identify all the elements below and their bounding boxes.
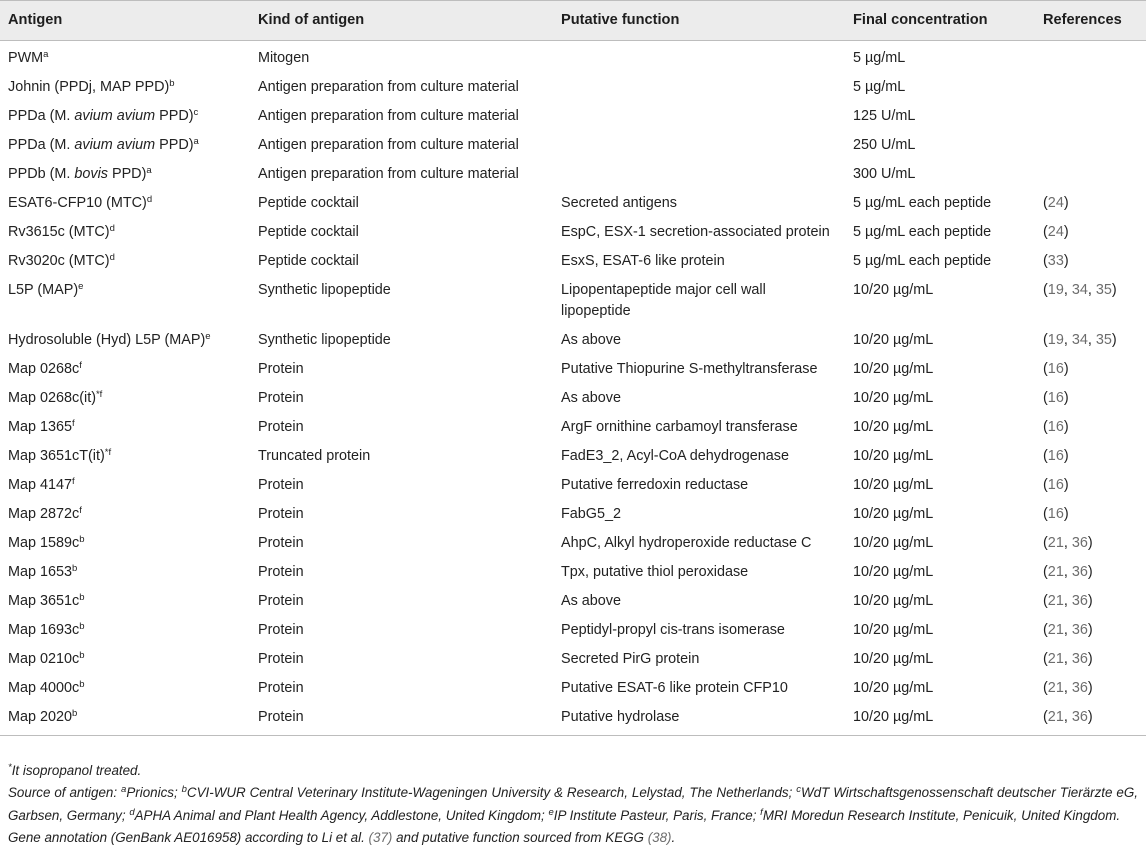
antigen-name: Map 0210c bbox=[8, 651, 80, 667]
source-footnote-text: WdT Wirtschaftsgenossenschaft deutscher Tierärzte eG, Garbsen, Germany; bbox=[8, 785, 1138, 823]
cell-kind-of-antigen: Synthetic lipopeptide bbox=[258, 282, 391, 298]
table-row bbox=[0, 471, 1146, 500]
cell-references[interactable]: (24) bbox=[1043, 224, 1069, 240]
cell-kind-of-antigen: Protein bbox=[258, 535, 304, 551]
cell-putative-function bbox=[553, 41, 845, 74]
antigen-footnote-mark: b bbox=[79, 621, 85, 632]
cell-final-concentration: 10/20 µg/mL bbox=[853, 448, 934, 464]
antigen-name-suffix: PPD) bbox=[155, 137, 194, 153]
cell-final-concentration: 10/20 µg/mL bbox=[853, 282, 934, 298]
cell-antigen bbox=[0, 326, 250, 355]
cell-putative-function bbox=[553, 131, 845, 160]
gene-annotation-period: . bbox=[671, 829, 676, 845]
antigen-name: PWM bbox=[8, 50, 44, 66]
cell-references[interactable]: (16) bbox=[1043, 419, 1069, 435]
source-footnote-mark: f bbox=[760, 806, 763, 818]
cell-antigen bbox=[0, 189, 250, 218]
table-row bbox=[0, 529, 1146, 558]
cell-putative-function: EspC, ESX-1 secretion-associated protein bbox=[561, 224, 830, 240]
cell-kind-of-antigen: Protein bbox=[258, 390, 304, 406]
header-kind-of-antigen: Kind of antigen bbox=[250, 1, 553, 41]
table-row bbox=[0, 326, 1146, 355]
cell-putative-function: As above bbox=[561, 593, 622, 609]
antigen-name: Map 3651cT(it) bbox=[8, 448, 105, 464]
table-row bbox=[0, 587, 1146, 616]
table-row bbox=[0, 247, 1146, 276]
antigen-name: Hydrosoluble (Hyd) L5P (MAP) bbox=[8, 332, 206, 348]
antigen-name: Map 4000c bbox=[8, 680, 80, 696]
antigen-name: L5P (MAP) bbox=[8, 282, 79, 298]
source-footnote-mark: e bbox=[548, 806, 554, 818]
cell-final-concentration: 10/20 µg/mL bbox=[853, 419, 934, 435]
gene-annotation-text: Gene annotation (GenBank AE016958) according to Li et al. bbox=[8, 829, 369, 845]
cell-final-concentration: 10/20 µg/mL bbox=[853, 477, 934, 493]
cell-final-concentration: 10/20 µg/mL bbox=[853, 332, 934, 348]
antigen-footnote-mark: b bbox=[79, 592, 85, 603]
antigen-footnote-mark: *f bbox=[95, 389, 103, 400]
table-row bbox=[0, 73, 1146, 102]
cell-antigen bbox=[0, 442, 250, 471]
cell-kind-of-antigen: Protein bbox=[250, 703, 553, 736]
cell-putative-function: FabG5_2 bbox=[561, 506, 622, 522]
source-footnote-text: CVI-WUR Central Veterinary Institute-Wageningen University & Research, Lelystad, The Netherlands; bbox=[186, 785, 797, 801]
header-final-concentration: Final concentration bbox=[845, 1, 1035, 41]
table-footnotes bbox=[8, 760, 1138, 849]
table-header-row bbox=[0, 1, 1146, 41]
cell-antigen bbox=[0, 471, 250, 500]
cell-antigen bbox=[0, 413, 250, 442]
cell-final-concentration: 5 µg/mL each peptide bbox=[853, 224, 992, 240]
cell-antigen bbox=[0, 703, 250, 736]
cell-kind-of-antigen: Protein bbox=[258, 651, 304, 667]
cell-references[interactable] bbox=[1035, 73, 1146, 102]
cell-kind-of-antigen: Truncated protein bbox=[258, 448, 371, 464]
footnote-asterisk bbox=[8, 760, 1138, 782]
antigen-name: Map 1589c bbox=[8, 535, 80, 551]
cell-final-concentration: 10/20 µg/mL bbox=[853, 593, 934, 609]
footnote-gene-annotation bbox=[8, 827, 1138, 849]
antigen-name: Rv3020c (MTC) bbox=[8, 253, 110, 269]
cell-final-concentration: 10/20 µg/mL bbox=[853, 535, 934, 551]
cell-antigen bbox=[0, 645, 250, 674]
table-row bbox=[0, 102, 1146, 131]
cell-final-concentration: 5 µg/mL each peptide bbox=[853, 253, 992, 269]
kegg-ref-link[interactable]: (38) bbox=[647, 829, 672, 845]
table-row bbox=[0, 558, 1146, 587]
cell-final-concentration: 10/20 µg/mL bbox=[853, 361, 934, 377]
cell-kind-of-antigen: Protein bbox=[258, 361, 304, 377]
antigen-name: Map 1653 bbox=[8, 564, 73, 580]
antigen-name: Map 2020 bbox=[8, 709, 73, 725]
source-footnote-mark: d bbox=[129, 806, 135, 818]
table-body bbox=[0, 41, 1146, 736]
antigen-footnote-mark: b bbox=[79, 650, 85, 661]
table-row bbox=[0, 384, 1146, 413]
cell-kind-of-antigen: Protein bbox=[258, 477, 304, 493]
footnote-source-label: Source of antigen: bbox=[8, 785, 122, 801]
source-footnote-text: IP Institute Pasteur, Paris, France; bbox=[553, 807, 761, 823]
antigen-footnote-mark: a bbox=[43, 49, 49, 60]
cell-putative-function: ArgF ornithine carbamoyl transferase bbox=[561, 419, 798, 435]
cell-antigen bbox=[0, 558, 250, 587]
antigen-name: Map 0268c(it) bbox=[8, 390, 96, 406]
cell-references[interactable]: (21, 36) bbox=[1035, 703, 1146, 736]
cell-kind-of-antigen: Protein bbox=[258, 564, 304, 580]
antigen-footnote-mark: f bbox=[79, 505, 82, 516]
cell-kind-of-antigen: Mitogen bbox=[258, 50, 310, 66]
cell-final-concentration: 125 U/mL bbox=[853, 108, 916, 124]
cell-references[interactable]: (21, 36) bbox=[1043, 622, 1093, 638]
antigen-footnote-mark: b bbox=[79, 679, 85, 690]
cell-antigen bbox=[0, 160, 250, 189]
cell-references[interactable]: (21, 36) bbox=[1043, 535, 1093, 551]
table-row bbox=[0, 616, 1146, 645]
antigen-footnote-mark: f bbox=[79, 360, 82, 371]
source-footnote-text: APHA Animal and Plant Health Agency, Addlestone, United Kingdom; bbox=[134, 807, 549, 823]
cell-antigen bbox=[0, 616, 250, 645]
antigen-footnote-mark: e bbox=[205, 331, 211, 342]
cell-putative-function bbox=[553, 160, 845, 189]
cell-antigen bbox=[0, 529, 250, 558]
cell-putative-function: Putative ESAT-6 like protein CFP10 bbox=[561, 680, 788, 696]
antigen-footnote-mark: f bbox=[72, 476, 75, 487]
table-row bbox=[0, 276, 1146, 326]
source-footnote-text: MRI Moredun Research Institute, Penicuik, United Kingdom. bbox=[762, 807, 1121, 823]
cell-final-concentration: 10/20 µg/mL bbox=[853, 506, 934, 522]
antigen-footnote-mark: b bbox=[72, 563, 78, 574]
gene-annotation-ref-link[interactable]: (37) bbox=[368, 829, 393, 845]
cell-putative-function: AhpC, Alkyl hydroperoxide reductase C bbox=[561, 535, 812, 551]
cell-antigen bbox=[0, 41, 250, 74]
antigen-footnote-mark: f bbox=[72, 418, 75, 429]
header-antigen: Antigen bbox=[0, 1, 250, 41]
table-row bbox=[0, 189, 1146, 218]
cell-references[interactable]: (19, 34, 35) bbox=[1043, 332, 1117, 348]
cell-putative-function: Secreted PirG protein bbox=[561, 651, 700, 667]
antigen-name: Map 1365 bbox=[8, 419, 73, 435]
cell-references[interactable]: (24) bbox=[1043, 195, 1069, 211]
antigen-name-prefix: PPDa (M. bbox=[8, 137, 75, 153]
cell-antigen bbox=[0, 674, 250, 703]
cell-antigen bbox=[0, 102, 250, 131]
antigen-footnote-mark: d bbox=[109, 223, 115, 234]
cell-references[interactable]: (16) bbox=[1043, 477, 1069, 493]
antigen-footnote-mark: a bbox=[193, 136, 199, 147]
antigen-name: ESAT6-CFP10 (MTC) bbox=[8, 195, 147, 211]
cell-kind-of-antigen: Synthetic lipopeptide bbox=[258, 332, 391, 348]
antigen-footnote-mark: d bbox=[146, 194, 153, 205]
cell-putative-function bbox=[553, 73, 845, 102]
cell-antigen bbox=[0, 587, 250, 616]
table-row bbox=[0, 218, 1146, 247]
gene-annotation-text-2: and putative function sourced from KEGG bbox=[392, 829, 648, 845]
footnote-asterisk-mark: * bbox=[8, 762, 12, 773]
cell-putative-function: Secreted antigens bbox=[561, 195, 678, 211]
cell-putative-function: Tpx, putative thiol peroxidase bbox=[561, 564, 749, 580]
cell-antigen bbox=[0, 500, 250, 529]
table-row bbox=[0, 442, 1146, 471]
cell-final-concentration: 10/20 µg/mL bbox=[853, 390, 934, 406]
cell-kind-of-antigen: Peptide cocktail bbox=[258, 224, 359, 240]
antigen-footnote-mark: b bbox=[72, 708, 78, 719]
cell-references[interactable]: (21, 36) bbox=[1043, 680, 1093, 696]
cell-putative-function: FadE3_2, Acyl-CoA dehydrogenase bbox=[561, 448, 790, 464]
cell-kind-of-antigen: Antigen preparation from culture material bbox=[258, 137, 519, 153]
antigen-name: Map 0268c bbox=[8, 361, 80, 377]
table-row bbox=[0, 41, 1146, 74]
antigen-name: Map 4147 bbox=[8, 477, 73, 493]
cell-kind-of-antigen: Protein bbox=[258, 506, 304, 522]
cell-putative-function: Lipopentapeptide major cell wall lipopeptide bbox=[561, 282, 766, 319]
table-row bbox=[0, 500, 1146, 529]
antigen-name: Map 2872c bbox=[8, 506, 80, 522]
cell-antigen bbox=[0, 131, 250, 160]
antigen-name-prefix: PPDb (M. bbox=[8, 166, 75, 182]
source-footnote-mark: c bbox=[796, 784, 802, 796]
cell-references[interactable]: (16) bbox=[1043, 390, 1069, 406]
cell-references[interactable]: (16) bbox=[1043, 506, 1069, 522]
table-row bbox=[0, 703, 1146, 736]
table-row bbox=[0, 674, 1146, 703]
table-row bbox=[0, 131, 1146, 160]
cell-references[interactable]: (19, 34, 35) bbox=[1043, 282, 1117, 298]
antigen-name: Johnin (PPDj, MAP PPD) bbox=[8, 79, 170, 95]
cell-references[interactable]: (16) bbox=[1043, 361, 1069, 377]
cell-kind-of-antigen: Protein bbox=[258, 680, 304, 696]
cell-antigen bbox=[0, 218, 250, 247]
footnote-asterisk-text: It isopropanol treated. bbox=[11, 763, 142, 778]
source-footnote-text: Prionics; bbox=[126, 785, 182, 801]
cell-final-concentration: 5 µg/mL each peptide bbox=[853, 195, 992, 211]
cell-references[interactable]: (21, 36) bbox=[1043, 564, 1093, 580]
cell-kind-of-antigen: Protein bbox=[258, 622, 304, 638]
source-footnote-mark: b bbox=[181, 784, 187, 796]
cell-antigen bbox=[0, 355, 250, 384]
table-row bbox=[0, 413, 1146, 442]
cell-references[interactable] bbox=[1035, 131, 1146, 160]
cell-kind-of-antigen: Antigen preparation from culture material bbox=[258, 166, 519, 182]
cell-kind-of-antigen: Protein bbox=[258, 419, 304, 435]
cell-references[interactable]: (33) bbox=[1043, 253, 1069, 269]
cell-putative-function bbox=[553, 102, 845, 131]
cell-putative-function: Putative hydrolase bbox=[553, 703, 845, 736]
antigen-name-prefix: PPDa (M. bbox=[8, 108, 75, 124]
antigen-name: Map 1693c bbox=[8, 622, 80, 638]
cell-kind-of-antigen: Protein bbox=[258, 593, 304, 609]
antigen-footnote-mark: a bbox=[146, 165, 152, 176]
table-row bbox=[0, 645, 1146, 674]
cell-references[interactable]: (21, 36) bbox=[1043, 651, 1093, 667]
cell-references[interactable] bbox=[1035, 160, 1146, 189]
antigen-name: Map 3651c bbox=[8, 593, 80, 609]
antigen-footnote-mark: d bbox=[109, 252, 115, 263]
cell-putative-function: Putative ferredoxin reductase bbox=[561, 477, 749, 493]
cell-final-concentration: 10/20 µg/mL bbox=[853, 564, 934, 580]
antigen-name-species: avium avium bbox=[74, 137, 156, 153]
antigen-name-species: avium avium bbox=[74, 108, 156, 124]
cell-final-concentration: 10/20 µg/mL bbox=[853, 651, 934, 667]
cell-final-concentration: 5 µg/mL bbox=[853, 79, 906, 95]
antigen-name-species: bovis bbox=[74, 166, 108, 182]
antigen-footnote-mark: e bbox=[78, 281, 84, 292]
antigen-footnote-mark: *f bbox=[104, 447, 112, 458]
cell-putative-function: EsxS, ESAT-6 like protein bbox=[561, 253, 725, 269]
cell-antigen bbox=[0, 73, 250, 102]
antigen-name: Rv3615c (MTC) bbox=[8, 224, 110, 240]
cell-kind-of-antigen: Antigen preparation from culture material bbox=[258, 108, 519, 124]
header-references: References bbox=[1035, 1, 1146, 41]
cell-kind-of-antigen: Peptide cocktail bbox=[258, 195, 359, 211]
cell-final-concentration: 10/20 µg/mL bbox=[853, 622, 934, 638]
cell-final-concentration: 5 µg/mL bbox=[853, 50, 906, 66]
antigen-name-suffix: PPD) bbox=[155, 108, 194, 124]
cell-references[interactable] bbox=[1035, 102, 1146, 131]
cell-kind-of-antigen: Peptide cocktail bbox=[258, 253, 359, 269]
cell-antigen bbox=[0, 247, 250, 276]
table-row bbox=[0, 355, 1146, 384]
cell-putative-function: As above bbox=[561, 390, 622, 406]
cell-final-concentration: 10/20 µg/mL bbox=[845, 703, 1035, 736]
cell-final-concentration: 250 U/mL bbox=[853, 137, 916, 153]
table-row bbox=[0, 160, 1146, 189]
cell-putative-function: Peptidyl-propyl cis-trans isomerase bbox=[561, 622, 785, 638]
header-putative-function: Putative function bbox=[553, 1, 845, 41]
antigen-name-suffix: PPD) bbox=[107, 166, 147, 182]
cell-putative-function: As above bbox=[561, 332, 622, 348]
cell-final-concentration: 10/20 µg/mL bbox=[853, 680, 934, 696]
source-footnote-mark: a bbox=[121, 784, 127, 796]
cell-references[interactable]: (16) bbox=[1043, 448, 1069, 464]
antigen-footnote-mark: b bbox=[79, 534, 85, 545]
cell-putative-function: Putative Thiopurine S-methyltransferase bbox=[561, 361, 818, 377]
cell-antigen bbox=[0, 384, 250, 413]
cell-references[interactable]: (21, 36) bbox=[1043, 593, 1093, 609]
footnote-source-of-antigen bbox=[8, 782, 1138, 827]
cell-antigen bbox=[0, 276, 250, 326]
cell-kind-of-antigen: Antigen preparation from culture material bbox=[258, 79, 519, 95]
antigen-footnote-mark: c bbox=[193, 107, 199, 118]
cell-final-concentration: 300 U/mL bbox=[853, 166, 916, 182]
antigen-footnote-mark: b bbox=[169, 78, 175, 89]
cell-references[interactable] bbox=[1035, 41, 1146, 74]
